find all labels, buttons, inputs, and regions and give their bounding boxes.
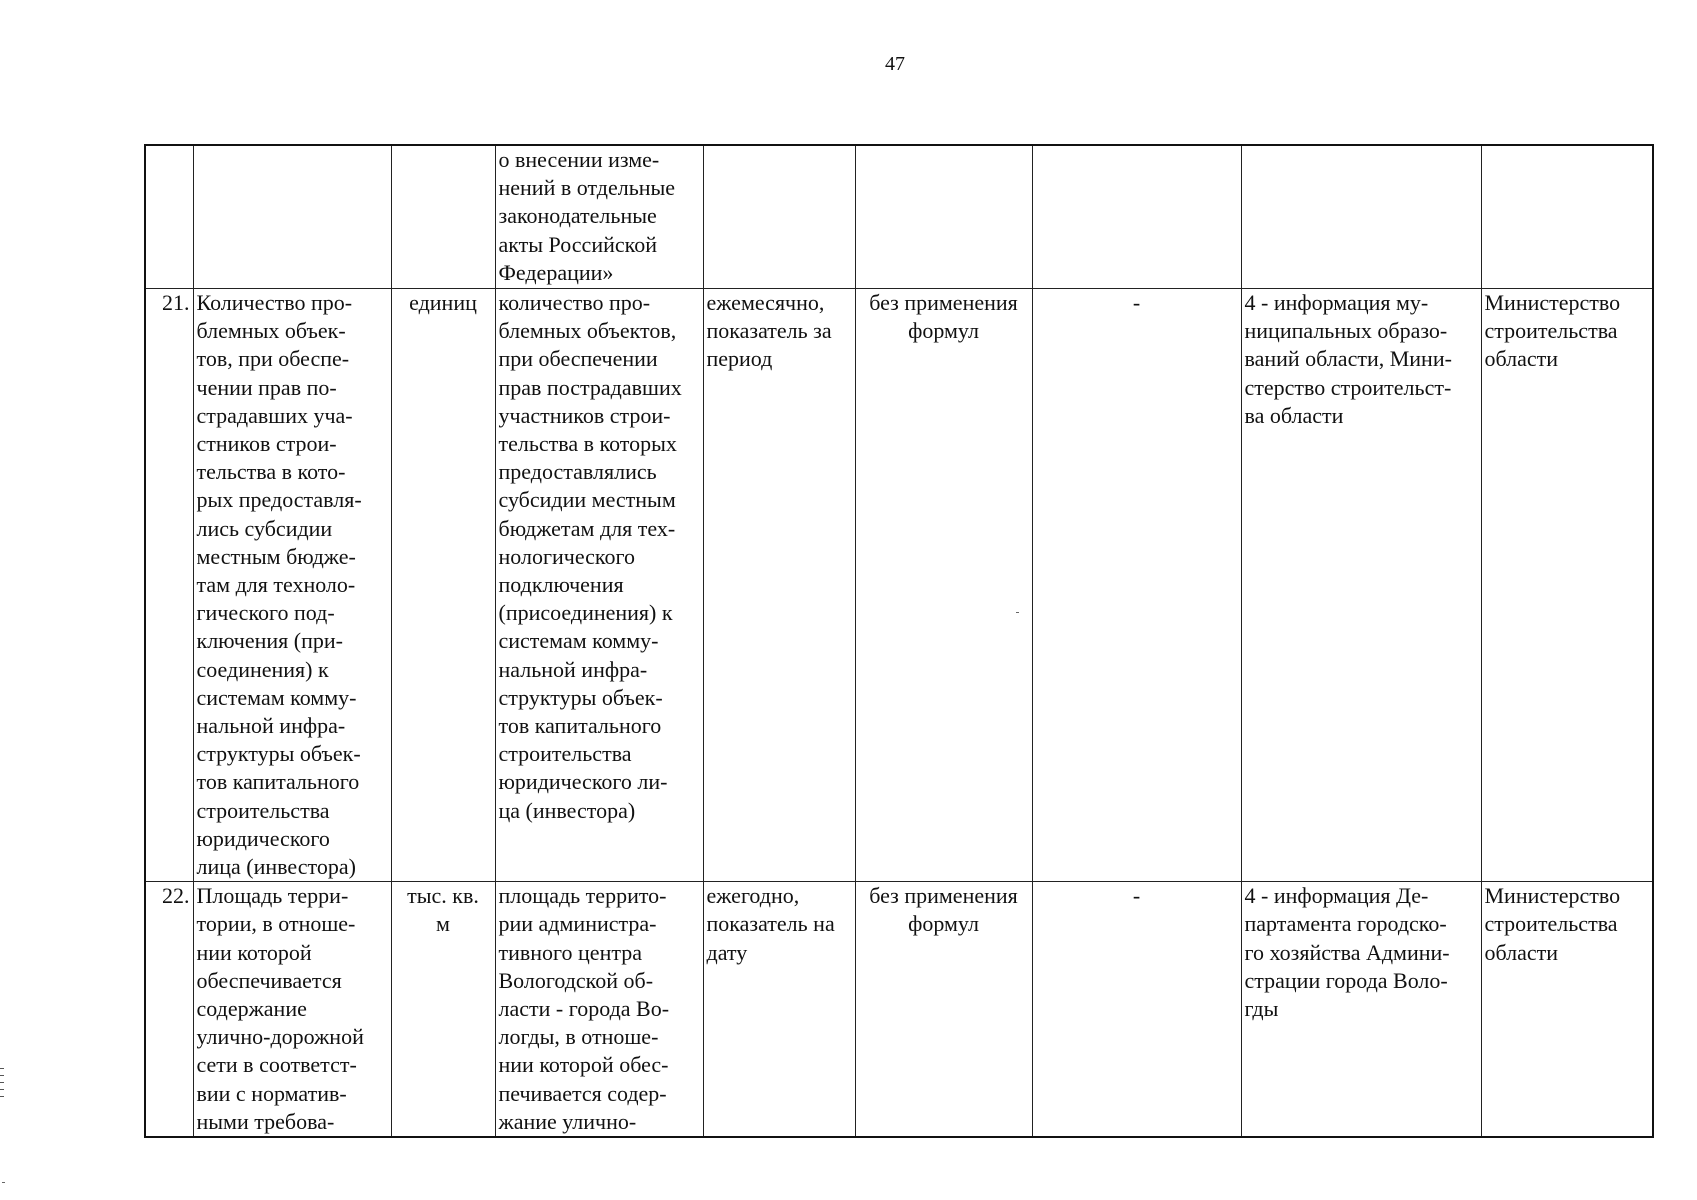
definition-cell: о внесении изме- нений в отдельные законодательные акты Российской Федерации» [495, 145, 703, 289]
definition-cell: площадь террито- рии администра- тивного центра Вологодской об- ласти - города Во- логды, в отноше- нии которой обес- печивается содер- жание улично- [495, 882, 703, 1137]
table-row [145, 145, 1653, 289]
scan-artifact [1016, 612, 1019, 613]
unit-cell: тыс. кв. м [391, 882, 495, 1137]
source-cell: 4 - информация Де- партамента городско- го хозяйства Админи- страции города Воло- гды [1241, 882, 1481, 1137]
row-number: 22. [145, 882, 193, 1137]
source-cell [1241, 145, 1481, 289]
formula-vars-cell: - [1032, 882, 1241, 1137]
formula-vars-cell [1032, 145, 1241, 289]
indicator-name: Количество про- блемных объек- тов, при обеспе- чении прав по- страдавших уча- стников строи- тельства в кото- рых предоставля- лись субсидии местным бюдже- там для техноло- гического под- ключения (при- соединения) к системам комму- нальной инфра- структуры объек- тов капитального строительства юридического лица (инвестора) [193, 289, 391, 882]
scan-artifact [2, 1182, 5, 1183]
formula-cell: без применения формул [855, 289, 1032, 882]
formula-cell: без применения формул [855, 882, 1032, 1137]
source-cell: 4 - информация му- ниципальных образо- ваний области, Мини- стерство строительст- ва области [1241, 289, 1481, 882]
row-number: 21. [145, 289, 193, 882]
formula-cell [855, 145, 1032, 289]
scan-margin-marks [0, 1068, 4, 1108]
indicators-table [144, 144, 1654, 1138]
frequency-cell: ежегодно, показатель на дату [703, 882, 855, 1137]
frequency-cell [703, 145, 855, 289]
row-number [145, 145, 193, 289]
frequency-cell: ежемесячно, показатель за период [703, 289, 855, 882]
formula-vars-cell: - [1032, 289, 1241, 882]
unit-cell [391, 145, 495, 289]
table-row [145, 289, 1653, 882]
responsible-cell: Министерство строительства области [1481, 289, 1653, 882]
unit-cell: единиц [391, 289, 495, 882]
page-number: 47 [885, 53, 905, 75]
table-row [145, 882, 1653, 1137]
responsible-cell [1481, 145, 1653, 289]
responsible-cell: Министерство строительства области [1481, 882, 1653, 1137]
indicator-name: Площадь терри- тории, в отноше- нии которой обеспечивается содержание улично-дорожной сети в соответст- вии с норматив- ными требова- [193, 882, 391, 1137]
indicator-name [193, 145, 391, 289]
definition-cell: количество про- блемных объектов, при обеспечении прав пострадавших участников строи- тельства в которых предоставлялись субсидии местным бюджетам для тех- нологического подключения (присоединения) к системам комму- нальной инфра- структуры объек- тов капитального строительства юридического ли- ца (инвестора) [495, 289, 703, 882]
